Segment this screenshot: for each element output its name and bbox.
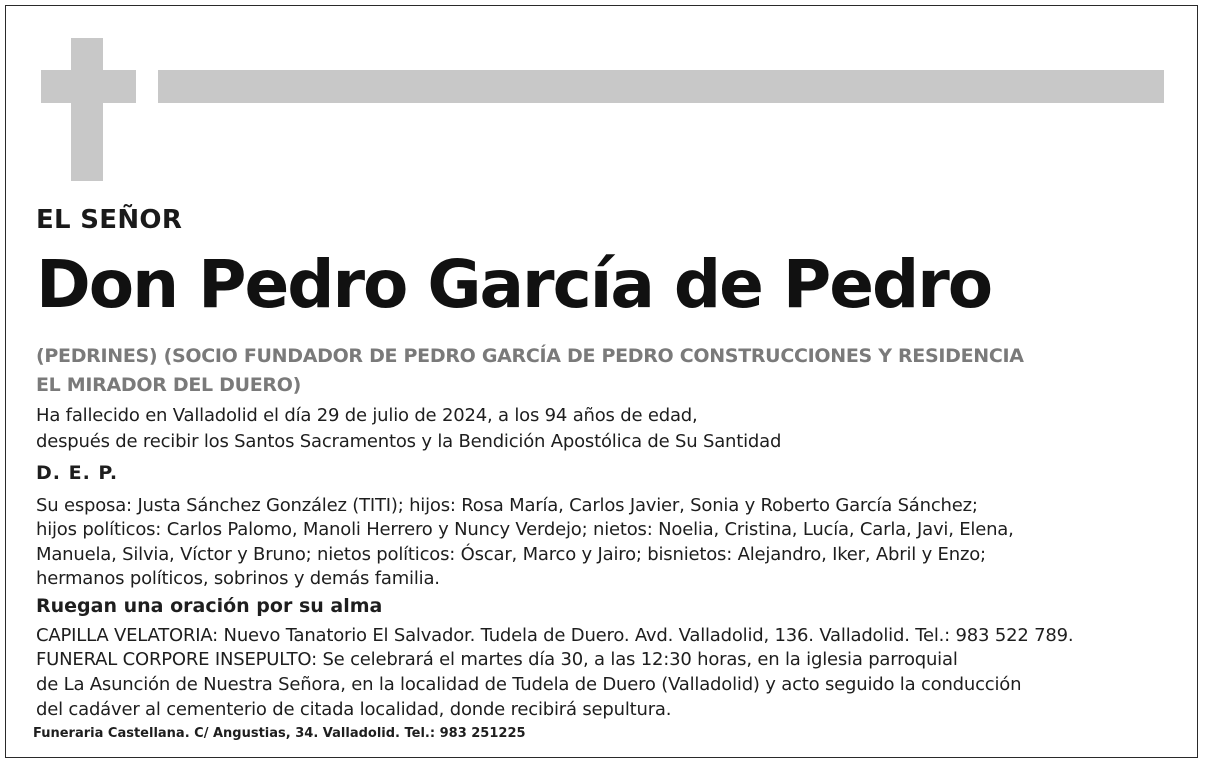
death-line: Ha fallecido en Valladolid el día 29 de julio de 2024, a los 94 años de edad, bbox=[36, 405, 698, 426]
family-line: hijos políticos: Carlos Palomo, Manoli Herrero y Nuncy Verdejo; nietos: Noelia, Cristina, Lucía, Carla, Javi, Elena, bbox=[36, 519, 1014, 540]
cross-icon bbox=[71, 38, 103, 181]
service-line: CAPILLA VELATORIA: Nuevo Tanatorio El Salvador. Tudela de Duero. Avd. Valladolid, 136. Valladolid. Tel.: 983 522 789. bbox=[36, 625, 1074, 646]
funeral-home: Funeraria Castellana. C/ Angustias, 34. Valladolid. Tel.: 983 251225 bbox=[33, 726, 526, 741]
service-line: de La Asunción de Nuestra Señora, en la localidad de Tudela de Duero (Valladolid) y acto seguido la conducción bbox=[36, 674, 1022, 695]
deceased-name: Don Pedro García de Pedro bbox=[36, 246, 992, 323]
alias-line: EL MIRADOR DEL DUERO) bbox=[36, 374, 301, 396]
family-line: Manuela, Silvia, Víctor y Bruno; nietos políticos: Óscar, Marco y Jairo; bisnietos: Alejandro, Iker, Abril y Enzo; bbox=[36, 544, 986, 565]
alias-line: (PEDRINES) (SOCIO FUNDADOR DE PEDRO GARCÍA DE PEDRO CONSTRUCCIONES Y RESIDENCIA bbox=[36, 345, 1024, 367]
header-bar bbox=[158, 70, 1164, 103]
honorific-label: EL SEÑOR bbox=[36, 205, 183, 235]
family-line: Su esposa: Justa Sánchez González (TITI); hijos: Rosa María, Carlos Javier, Sonia y Roberto García Sánchez; bbox=[36, 495, 978, 516]
family-line: hermanos políticos, sobrinos y demás familia. bbox=[36, 568, 440, 589]
prayer-request: Ruegan una oración por su alma bbox=[36, 595, 383, 617]
death-line: después de recibir los Santos Sacramentos y la Bendición Apostólica de Su Santidad bbox=[36, 431, 782, 452]
service-line: del cadáver al cementerio de citada localidad, donde recibirá sepultura. bbox=[36, 699, 672, 720]
cross-icon-arm bbox=[41, 70, 136, 103]
dep-label: D. E. P. bbox=[36, 462, 119, 484]
service-line: FUNERAL CORPORE INSEPULTO: Se celebrará el martes día 30, a las 12:30 horas, en la iglesia parroquial bbox=[36, 649, 958, 670]
